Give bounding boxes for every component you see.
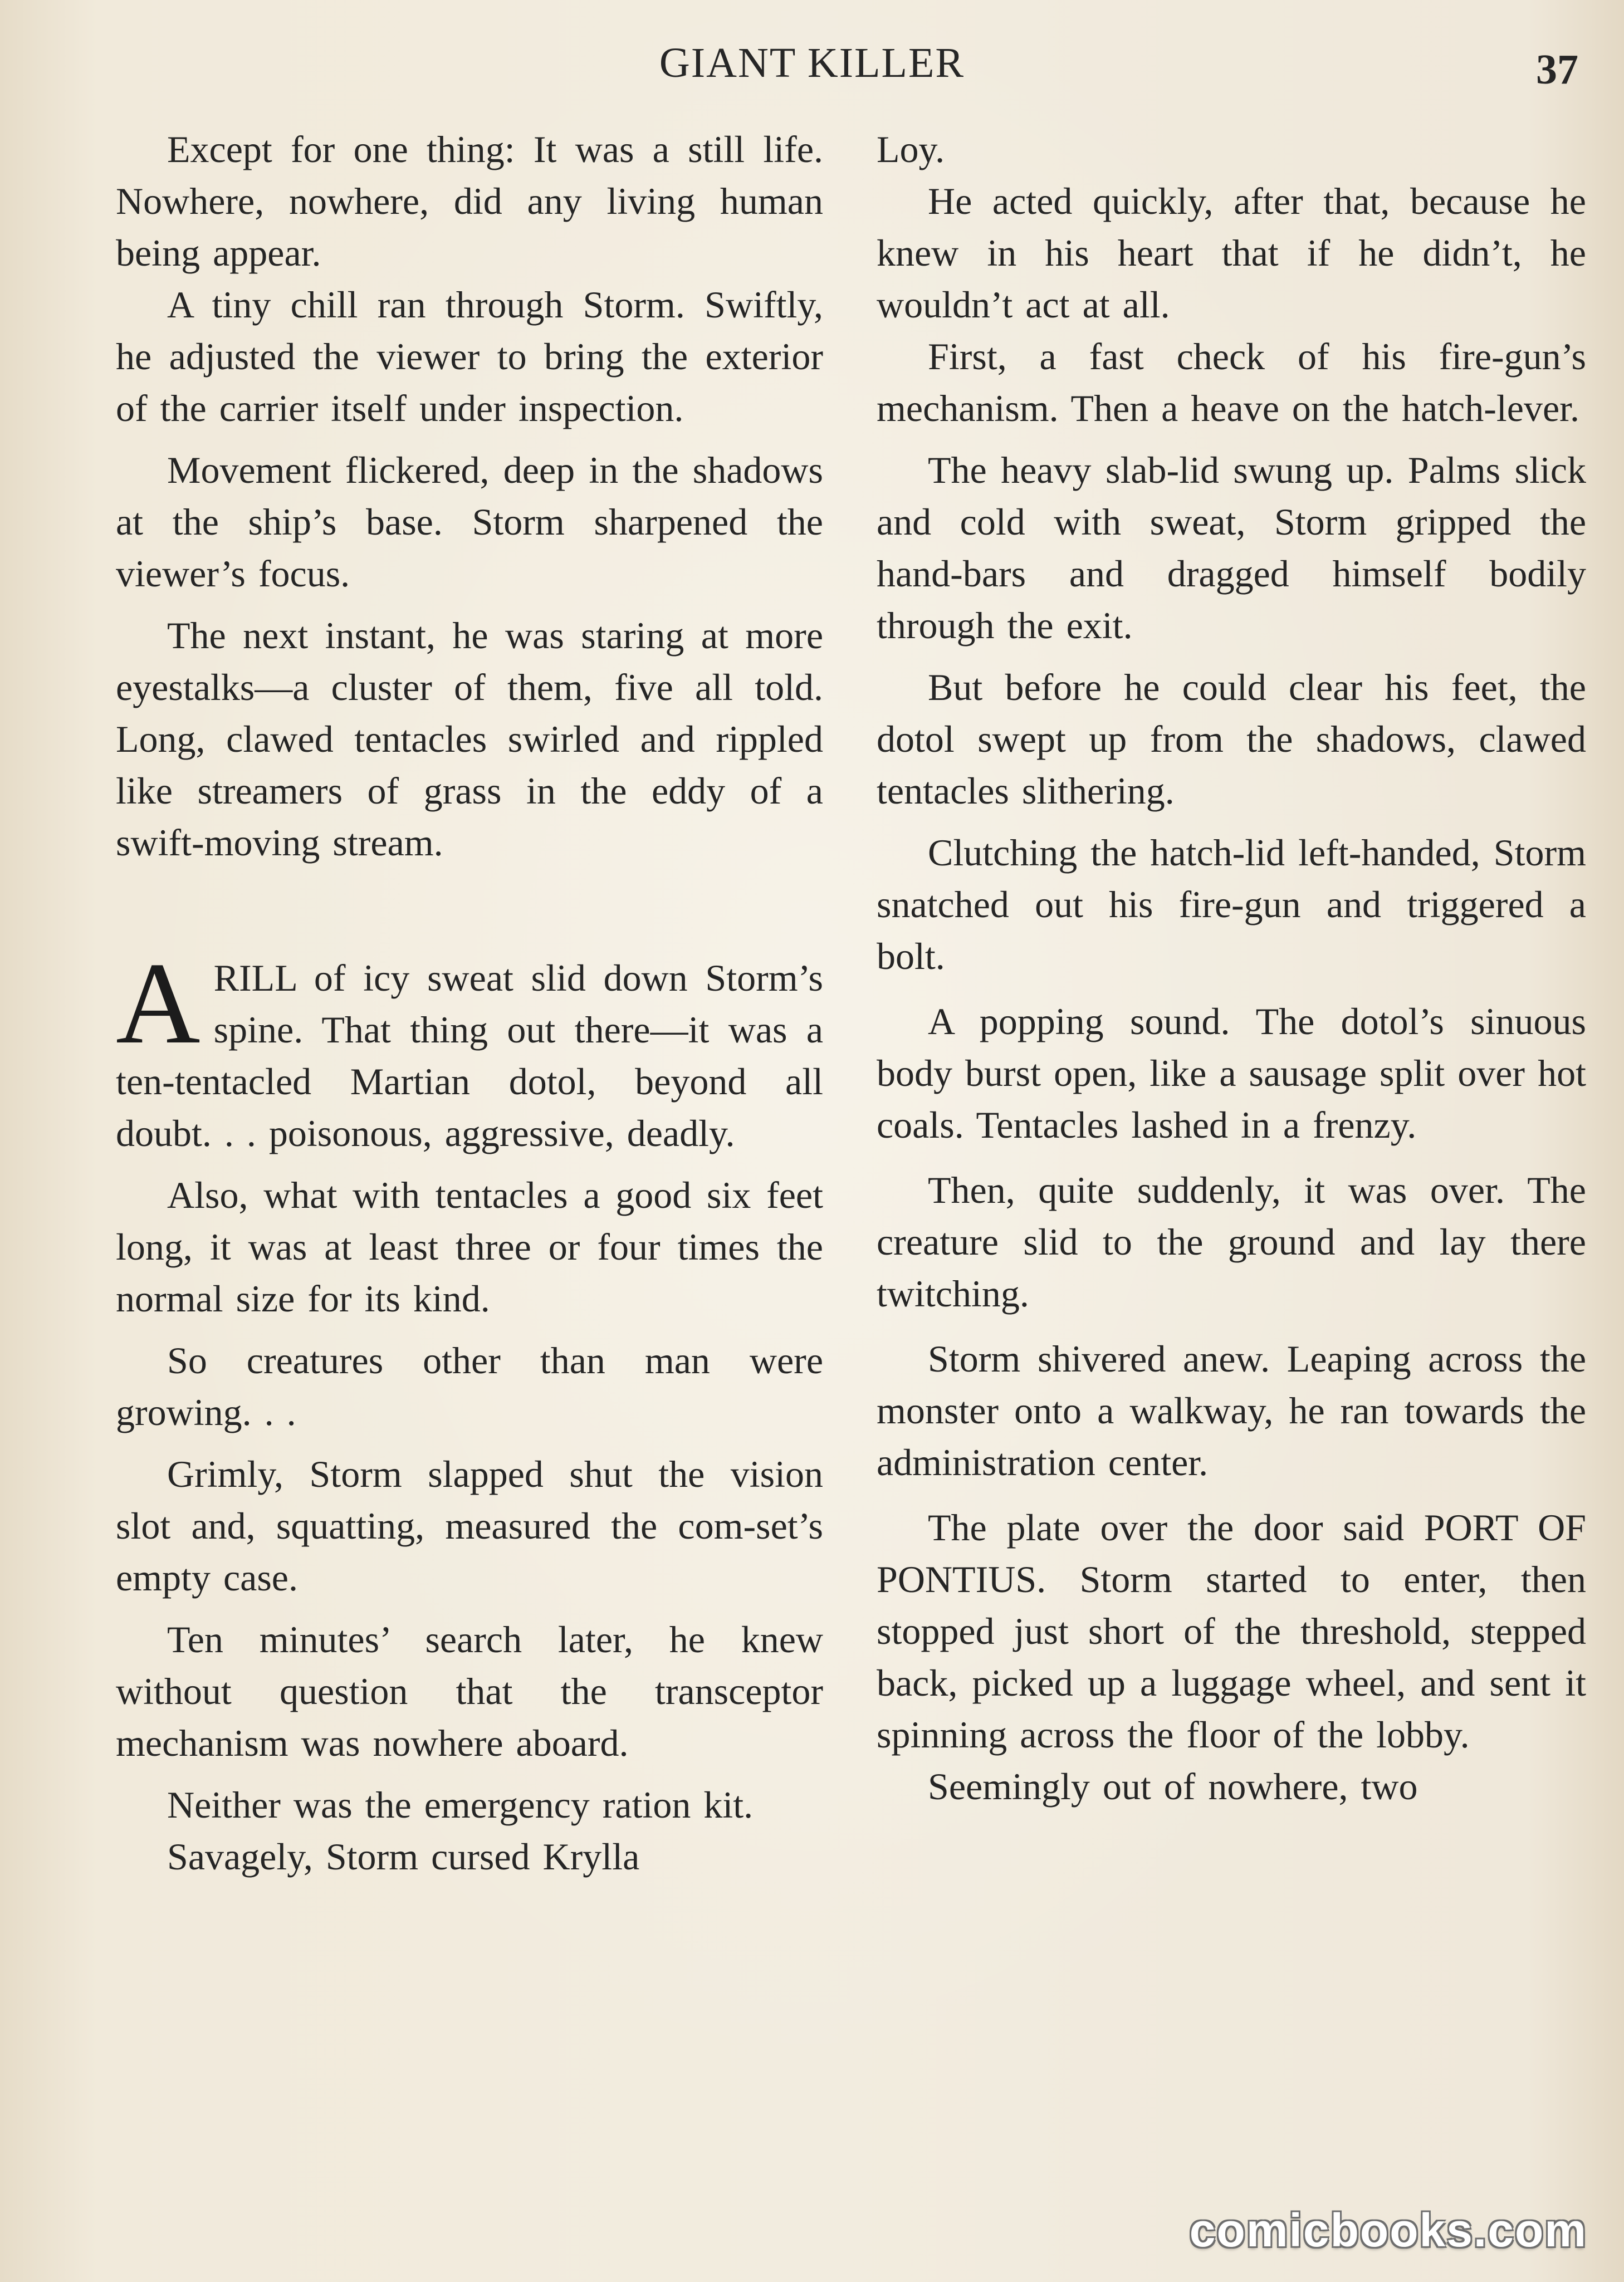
paragraph: First, a fast check of his fire-gun’s mechanism. Then a heave on the hatch-lever.: [877, 335, 1586, 429]
paragraph: Except for one thing: It was a still life. Nowhere, nowhere, did any living human being appear.: [116, 128, 823, 274]
drop-cap-letter: A: [116, 939, 200, 1068]
running-head-title: GIANT KILLER: [659, 40, 965, 86]
paragraph: So creatures other than man were growing. . .: [116, 1339, 823, 1433]
paragraph: Clutching the hatch-lid left-handed, Storm snatched out his fire-gun and triggered a bolt.: [877, 831, 1586, 977]
paragraph: Grimly, Storm slapped shut the vision slot and, squatting, measured the com-set’s empty case.: [116, 1453, 823, 1599]
drop-cap-paragraph: [116, 939, 823, 1159]
paragraph: But before he could clear his feet, the dotol swept up from the shadows, clawed tentacles slithering.: [877, 666, 1586, 812]
paragraph: The heavy slab-lid swung up. Palms slick and cold with sweat, Storm gripped the hand-bars and dragged himself bodily through the exit.: [877, 449, 1586, 647]
paragraph: Seemingly out of nowhere, two: [928, 1765, 1418, 1808]
paragraph: Storm shivered anew. Leaping across the monster onto a walkway, he ran towards the administration center.: [877, 1338, 1586, 1483]
paragraph: The plate over the door said PORT OF PONTIUS. Storm started to enter, then stopped just short of the threshold, stepped back, picked up a luggage wheel, and sent it spinning across the floor of the lobby.: [877, 1506, 1586, 1756]
site-watermark: comicbooks.com: [1189, 2204, 1587, 2256]
paragraph: Movement flickered, deep in the shadows at the ship’s base. Storm sharpened the viewer’s focus.: [116, 449, 823, 595]
paragraph: A tiny chill ran through Storm. Swiftly, he adjusted the viewer to bring the exterior of the carrier itself under inspection.: [116, 283, 823, 429]
paragraph: Neither was the emergency ration kit.: [167, 1784, 754, 1826]
right-text-column: [877, 124, 1586, 2139]
paragraph: A popping sound. The dotol’s sinuous body burst open, like a sausage split over hot coals. Tentacles lashed in a frenzy.: [877, 1000, 1586, 1146]
left-text-column: [116, 124, 823, 2139]
paragraph: He acted quickly, after that, because he knew in his heart that if he didn’t, he wouldn’t act at all.: [877, 180, 1586, 326]
paragraph: The next instant, he was staring at more eyestalks—a cluster of them, five all told. Long, clawed tentacles swirled and rippled like streamers of grass in the eddy of a swift-moving stream.: [116, 614, 823, 864]
paragraph: Ten minutes’ search later, he knew without question that the transceptor mechanism was nowhere aboard.: [116, 1618, 823, 1764]
page-number: 37: [1536, 46, 1578, 93]
paragraph-continued: Loy.: [877, 128, 945, 170]
paragraph-text: RILL of icy sweat slid down Storm’s spine. That thing out there—it was a ten-tentacled Martian dotol, beyond all doubt. . . poisonous, aggressive, deadly.: [116, 957, 823, 1154]
paragraph: Savagely, Storm cursed Krylla: [167, 1835, 640, 1878]
paragraph: Also, what with tentacles a good six feet long, it was at least three or four times the normal size for its kind.: [116, 1174, 823, 1320]
paragraph: Then, quite suddenly, it was over. The creature slid to the ground and lay there twitching.: [877, 1169, 1586, 1315]
